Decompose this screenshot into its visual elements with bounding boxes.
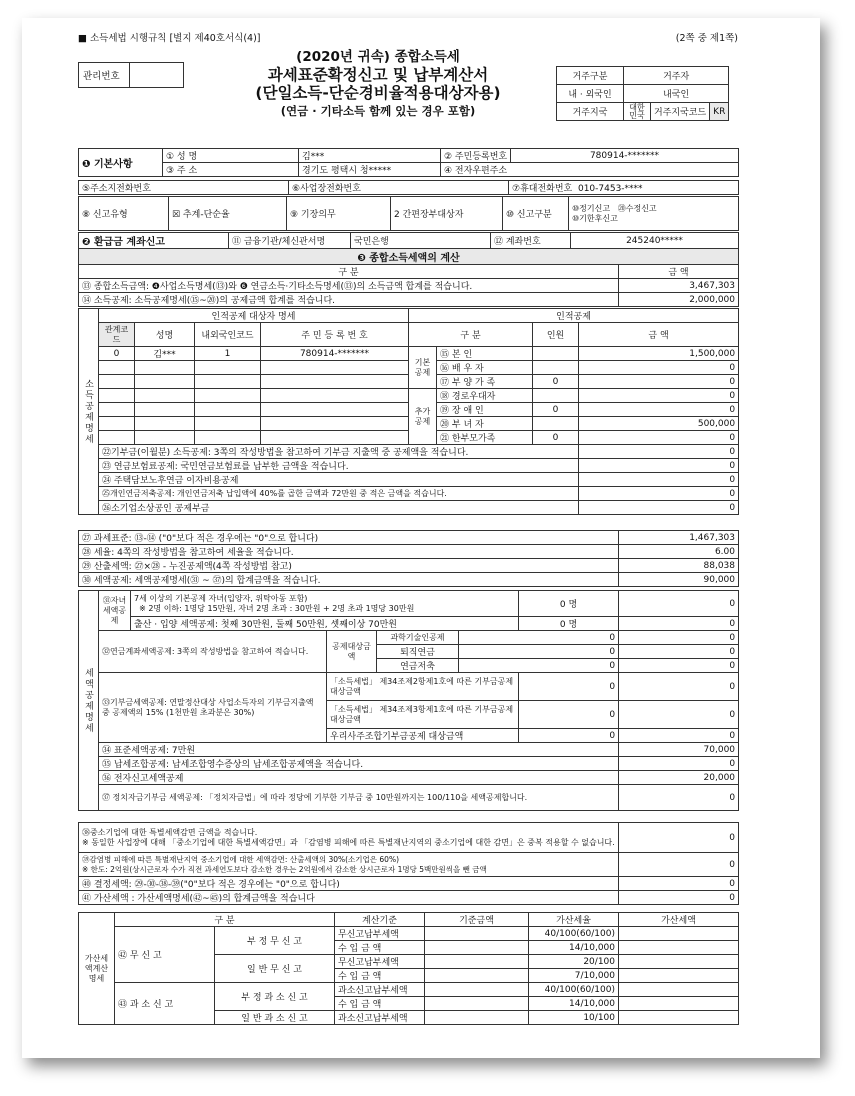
calc-section-label: ❸ 종합소득세액의 계산 [79, 249, 739, 265]
ded-code-header: 내외국인코드 [195, 323, 261, 347]
credit-row-label: ㊲ 정치자금기부금 세액공제: 「정치자금법」에 따라 정당에 기부한 기부금 중 10만원까지는 100/110을 세액공제합니다. [99, 785, 619, 811]
report-div-options[interactable] [569, 197, 739, 231]
other-ded-label: ㉓ 연금보험료공제: 국민연금보험료를 납부한 금액을 적습니다. [99, 459, 579, 473]
ded-item-amount[interactable]: 500,000 [579, 417, 739, 431]
pension-credit-label: ㉜연금계좌세액공제: 3쪽의 작성방법을 참고하여 적습니다. [99, 631, 327, 673]
r41-value[interactable]: 0 [619, 891, 739, 905]
title-line1: (2020년 귀속) 종합소득세 [296, 49, 460, 65]
report-amend[interactable]: ⑳수정신고 [617, 203, 657, 213]
r14-label: ⑭ 소득공제: 소득공제명세(⑮~⑳)의 공제금액 합계를 적습니다. [79, 293, 619, 307]
calc-col-div: 구 분 [79, 265, 619, 279]
r30-value[interactable]: 90,000 [619, 573, 739, 587]
penalty-basis: 수 입 금 액 [335, 969, 425, 983]
ded-item-label: ⑮ 본 인 [437, 347, 533, 361]
ded-personal-header: 인적공제 [409, 309, 739, 323]
penalty-side-label: 가산세액계산명세 [79, 913, 115, 1025]
other-ded-label: ㉒기부금(이월분) 소득공제: 3쪽의 작성방법을 참고하여 기부금 지출액 중 공제액을 적습니다. [99, 445, 579, 459]
r28-label: ㉘ 세율: 4쪽의 작성방법을 참고하여 세율을 적습니다. [79, 545, 619, 559]
r38-label: ㊳중소기업에 대한 특별세액감면 금액을 적습니다. [82, 827, 258, 837]
penalty-rate: 14/10,000 [529, 997, 619, 1011]
penalty-group-nonfiling: ㊷ 무 신 고 [115, 927, 215, 983]
extra-ded-label: 추가공제 [409, 389, 437, 445]
child-count1[interactable]: 0 명 [519, 591, 619, 617]
pension-item-value[interactable]: 0 [459, 659, 619, 673]
report-regular[interactable]: ⑩정기신고 [572, 203, 611, 213]
basic-info-table [78, 148, 739, 177]
penalty-rate: 40/100(60/100) [529, 927, 619, 941]
r39-cell [79, 853, 619, 877]
penalty-basis: 무신고납부세액 [335, 927, 425, 941]
other-ded-amount[interactable]: 0 [579, 445, 739, 459]
child-amount1[interactable]: 0 [619, 591, 739, 617]
management-number-box[interactable] [78, 62, 184, 88]
filing-table [78, 196, 739, 231]
donation-item-label: 「소득세법」 제34조제2항제1호에 따른 기부금공제 대상금액 [327, 673, 519, 701]
r27-label: ㉗ 과세표준: ⑬-⑭ ("0"보다 적은 경우에는 "0"으로 합니다) [79, 531, 619, 545]
credit-row-amount[interactable]: 0 [619, 785, 739, 811]
country-value[interactable]: 대한민국 [624, 103, 651, 121]
form-header [78, 30, 738, 44]
child-credit-text [131, 591, 519, 617]
credit-row-label: ㊱ 전자신고세액공제 [99, 771, 619, 785]
ded-item-amount[interactable]: 0 [579, 361, 739, 375]
other-ded-label: ㉔ 주택담보노후연금 이자비용공제 [99, 473, 579, 487]
ded-item-count[interactable] [533, 417, 579, 431]
country-code-label: 거주지국코드 [651, 103, 710, 121]
work-phone-label: ⑥사업장전화번호 [289, 181, 509, 195]
deduction-table [78, 308, 739, 515]
credit-row-amount[interactable]: 0 [619, 757, 739, 771]
penalty-basis: 수 입 금 액 [335, 997, 425, 1011]
r30-label: ㉚ 세액공제: 세액공제명세(㉛ ~ ㊲)의 합계금액을 적습니다. [79, 573, 619, 587]
mobile-label: ⑦휴대전화번호 [512, 184, 573, 194]
r13-label: ⑬ 종합소득금액: ❹사업소득명세(⑬)와 ❻ 연금소득·기타소득명세(⑬)의 소득금액 합계를 적습니다. [79, 279, 619, 293]
penalty-rate: 20/100 [529, 955, 619, 969]
refund-section-label: ❷ 환급금 계좌신고 [79, 233, 229, 249]
mobile-value: 010-7453-**** [577, 184, 643, 194]
donation-item-value[interactable]: 0 [519, 729, 619, 743]
account-label: ⑫ 계좌번호 [491, 233, 571, 249]
ded-item-label: ⑳ 부 녀 자 [437, 417, 533, 431]
title-area [78, 48, 738, 146]
r38-note: ※ 동일한 사업장에 대해 「중소기업에 대한 특별세액감면」과 「감염병 피해에 따른 특별재난지역의 중소기업에 대한 감면」은 중복 적용할 수 없습니다. [82, 837, 615, 847]
pension-item-amount[interactable]: 0 [619, 645, 739, 659]
ded-item-amount[interactable]: 0 [579, 375, 739, 389]
other-ded-amount[interactable]: 0 [579, 501, 739, 515]
residence-type-value[interactable]: 거주자 [624, 67, 729, 85]
r40-label: ㊵ 결정세액: ㉙-㉚-㊳-㊴("0"보다 적은 경우에는 "0"으로 합니다) [79, 877, 619, 891]
email-label: ④ 전자우편주소 [441, 163, 739, 177]
pension-item-amount[interactable]: 0 [619, 631, 739, 645]
penalty-sub: 일 반 과 소 신 고 [215, 1011, 335, 1025]
report-late[interactable]: ⑩기한후신고 [572, 213, 618, 223]
ded-item-label: ⑰ 부 양 가 족 [437, 375, 533, 389]
ded-item-label: ㉑ 한부모가족 [437, 431, 533, 445]
birth-credit-text: 출산 · 입양 세액공제: 첫째 30만원, 둘째 50만원, 셋째이상 70만원 [131, 617, 519, 631]
credit-table [78, 590, 739, 811]
account-value[interactable]: 245240***** [571, 233, 739, 249]
tax-table [78, 530, 739, 587]
donation-item-amount[interactable]: 0 [619, 673, 739, 701]
r38-cell [79, 823, 619, 853]
ded-item-amount[interactable]: 0 [579, 389, 739, 403]
report-div-label: ⑩ 신고구분 [503, 197, 569, 231]
other-ded-amount[interactable]: 0 [579, 473, 739, 487]
penalty-amount-header: 가산세액 [619, 913, 739, 927]
name-label: ① 성 명 [163, 149, 299, 163]
penalty-basis: 과소신고납부세액 [335, 983, 425, 997]
donation-item-amount[interactable]: 0 [619, 729, 739, 743]
pension-item-value[interactable]: 0 [459, 631, 619, 645]
country-code-value[interactable]: KR [710, 103, 729, 121]
r41-label: ㊶ 가산세액 : 가산세액명세(㊷~㊺)의 합계금액을 적습니다 [79, 891, 619, 905]
pension-target-label: 공제대상금액 [327, 631, 377, 673]
bank-label: ⑪ 금융기관/체신관서명 [229, 233, 351, 249]
ded-rrn-header: 주 민 등 록 번 호 [261, 323, 409, 347]
penalty-sub: 일 반 무 신 고 [215, 955, 335, 983]
basic-section-label: ❶ 기본사항 [79, 149, 163, 177]
title-line2: 과세표준확정신고 및 납부계산서 [267, 66, 489, 84]
contact-table [78, 180, 739, 195]
pension-item-label: 과학기술인공제 [377, 631, 459, 645]
reduction-table [78, 822, 739, 905]
r29-value[interactable]: 88,038 [619, 559, 739, 573]
credit-row-amount[interactable]: 20,000 [619, 771, 739, 785]
ded-item-count[interactable]: 0 [533, 375, 579, 389]
penalty-basis: 수 입 금 액 [335, 941, 425, 955]
ded-item-amount[interactable]: 0 [579, 431, 739, 445]
r39-note: ※ 한도: 2억원(상시근로자 수가 직전 과세연도보다 감소한 경우는 2억원에서 감소한 상시근로자 1명당 5백만원씩을 뺀 금액 [82, 864, 487, 874]
r39-value[interactable]: 0 [619, 853, 739, 877]
country-label: 거주지국 [557, 103, 624, 121]
r28-value[interactable]: 6.00 [619, 545, 739, 559]
donation-credit-label: ㉝기부금세액공제: 연말정산대상 사업소득자의 기부금지출액 중 공제액의 15% (1천만원 초과분은 30%) [99, 673, 327, 743]
pension-item-amount[interactable]: 0 [619, 659, 739, 673]
other-ded-label: ㉖소기업소상공인 공제부금 [99, 501, 579, 515]
penalty-sub: 부 정 무 신 고 [215, 927, 335, 955]
penalty-div-header: 구 분 [115, 913, 335, 927]
rrn-label: ② 주민등록번호 [441, 149, 511, 163]
page-indicator: (2쪽 중 제1쪽) [675, 33, 738, 44]
ded-div-header: 구 분 [409, 323, 533, 347]
rrn-value[interactable]: 780914-******* [511, 149, 739, 163]
credit-row-amount[interactable]: 70,000 [619, 743, 739, 757]
residence-table [556, 66, 729, 121]
filing-type-label: ⑧ 신고유형 [79, 197, 169, 231]
ded-item-count[interactable] [533, 389, 579, 403]
penalty-rate: 7/10,000 [529, 969, 619, 983]
other-ded-amount[interactable]: 0 [579, 487, 739, 501]
child-text2: ※ 2명 이하: 1명당 15만원, 자녀 2명 초과 : 30만원 + 2명 초과 1명당 30만원 [139, 603, 415, 613]
penalty-base-header: 기준금액 [425, 913, 529, 927]
other-ded-label: ㉕개인연금저축공제: 개인연금저축 납입액에 40%를 곱한 금액과 72만원 중 적은 금액을 적습니다. [99, 487, 579, 501]
bank-value[interactable]: 국민은행 [351, 233, 491, 249]
title-line4: (연금 · 기타소득 함께 있는 경우 포함) [280, 104, 476, 118]
ded-item-count[interactable]: 0 [533, 431, 579, 445]
deduction-side-label: 소득공제명세 [79, 309, 99, 515]
penalty-group-underreport: ㊸ 과 소 신 고 [115, 983, 215, 1025]
child-text1: 7세 이상의 기본공제 자녀(입양자, 위탁아동 포함) [134, 593, 308, 603]
child-amount2[interactable]: 0 [619, 617, 739, 631]
refund-table [78, 232, 739, 249]
mobile-phone[interactable] [509, 181, 739, 195]
ded-item-label: ⑯ 배 우 자 [437, 361, 533, 375]
name-value[interactable]: 김*** [299, 149, 441, 163]
ded-item-count[interactable] [533, 361, 579, 375]
donation-item-label: 우리사주조합기부금공제 대상금액 [327, 729, 519, 743]
penalty-basis-header: 계산기준 [335, 913, 425, 927]
calc-table [78, 248, 739, 307]
r38-value[interactable]: 0 [619, 823, 739, 853]
home-phone-label: ⑤주소지전화번호 [79, 181, 289, 195]
r27-value[interactable]: 1,467,303 [619, 531, 739, 545]
address-label: ③ 주 소 [163, 163, 299, 177]
bookkeeping-label: ⑨ 기장의무 [287, 197, 391, 231]
ded-item-count[interactable] [533, 347, 579, 361]
basic-ded-label: 기본공제 [409, 347, 437, 389]
ded-item-label: ⑲ 장 애 인 [437, 403, 533, 417]
nationality-label: 내 · 외국인 [557, 85, 624, 103]
penalty-rate: 40/100(60/100) [529, 983, 619, 997]
ded-target-header: 인적공제 대상자 명세 [99, 309, 409, 323]
r40-value[interactable]: 0 [619, 877, 739, 891]
residence-type-label: 거주구분 [557, 67, 624, 85]
pension-item-value[interactable]: 0 [459, 645, 619, 659]
form-title [238, 48, 518, 120]
pension-item-label: 연금저축 [377, 659, 459, 673]
ded-name-header: 성명 [135, 323, 195, 347]
r13-value[interactable]: 3,467,303 [619, 279, 739, 293]
penalty-rate: 14/10,000 [529, 941, 619, 955]
r14-value[interactable]: 2,000,000 [619, 293, 739, 307]
penalty-sub: 부 정 과 소 신 고 [215, 983, 335, 1011]
ded-rel-header: 관계코드 [99, 323, 135, 347]
penalty-table [78, 912, 739, 1025]
management-number-label: 관리번호 [83, 71, 120, 82]
credit-side-label: 세액공제명세 [79, 591, 99, 811]
person-code[interactable]: 1 [195, 347, 261, 361]
ded-count-header: 인원 [533, 323, 579, 347]
bookkeeping-value[interactable]: 2 간편장부대상자 [391, 197, 503, 231]
penalty-rate-header: 가산세율 [529, 913, 619, 927]
child-credit-label: ㉛자녀세액공제 [99, 591, 131, 631]
filing-type-value[interactable]: ☒ 추계-단순율 [169, 197, 287, 231]
address-value[interactable]: 경기도 평택시 청***** [299, 163, 441, 177]
person-rrn[interactable]: 780914-******* [261, 347, 409, 361]
ded-item-amount[interactable]: 0 [579, 403, 739, 417]
penalty-basis: 무신고납부세액 [335, 955, 425, 969]
calc-col-amt: 금 액 [619, 265, 739, 279]
r29-label: ㉙ 산출세액: ㉗×㉘ - 누진공제액(4쪽 작성방법 참고) [79, 559, 619, 573]
other-ded-amount[interactable]: 0 [579, 459, 739, 473]
form-regulation: ■ 소득세법 시행규칙 [별지 제40호서식(4)] [78, 33, 261, 44]
donation-item-label: 「소득세법」 제34조제3항제1호에 따른 기부금공제 대상금액 [327, 701, 519, 729]
penalty-rate: 10/100 [529, 1011, 619, 1025]
credit-row-label: ㉞ 표준세액공제: 7만원 [99, 743, 619, 757]
ded-item-amount[interactable]: 1,500,000 [579, 347, 739, 361]
ded-amount-header: 금 액 [579, 323, 739, 347]
r39-label: ㊴감염병 피해에 따른 특별재난지역 중소기업에 대한 세액감면: 산출세액의 30%(소기업은 60%) [82, 854, 400, 864]
ded-item-label: ⑱ 경로우대자 [437, 389, 533, 403]
penalty-basis: 과소신고납부세액 [335, 1011, 425, 1025]
pension-item-label: 퇴직연금 [377, 645, 459, 659]
ded-item-count[interactable]: 0 [533, 403, 579, 417]
title-line3: (단일소득-단순경비율적용대상자용) [255, 84, 501, 102]
donation-item-amount[interactable]: 0 [619, 701, 739, 729]
person-rel[interactable]: 0 [99, 347, 135, 361]
donation-item-value[interactable]: 0 [519, 673, 619, 701]
nationality-value[interactable]: 내국인 [624, 85, 729, 103]
person-name[interactable]: 김*** [135, 347, 195, 361]
donation-item-value[interactable]: 0 [519, 701, 619, 729]
child-count2[interactable]: 0 명 [519, 617, 619, 631]
credit-row-label: ㉟ 납세조합공제: 납세조합영수증상의 납세조합공제액을 적습니다. [99, 757, 619, 771]
